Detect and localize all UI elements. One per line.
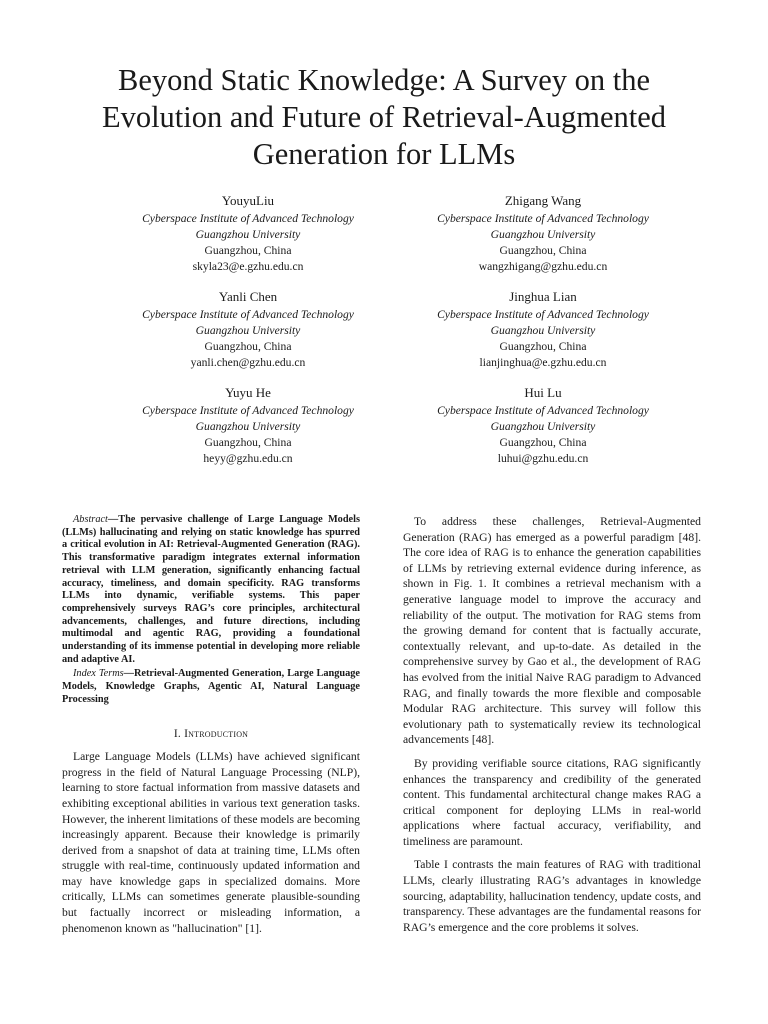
author-block [98, 288, 398, 371]
author-location: Guangzhou, China [204, 244, 292, 257]
author-university: Guangzhou University [195, 228, 301, 241]
author-dept: Cyberspace Institute of Advanced Technology [142, 404, 354, 417]
author-email: lianjinghua@e.gzhu.edu.cn [479, 356, 607, 369]
author-block [393, 288, 693, 371]
author-name: Yuyu He [225, 385, 271, 400]
author-location: Guangzhou, China [499, 436, 587, 449]
author-block [98, 384, 398, 467]
body-paragraph: To address these challenges, Retrieval-Augmented Generation (RAG) has emerged as a powerful paradigm [48]. The core idea of RAG is to enhance the generation capabilities of LLMs by retrieving external evidence during inference, as shown in Fig. 1. It combines a retrieval mechanism with a generative language model to improve the accuracy and reliability of the output. The motivation for RAG stems from the growing demand for content that is factually accurate, contextually relevant, and up-to-date. As detailed in the comprehensive survey by Gao et al., the development of RAG has evolved from the initial Naive RAG paradigm to Advanced RAG, and finally towards the more flexible and composable Modular RAG architecture. This survey will follow this evolutionary path to systematically review its technological advancements [48]. [403, 515, 701, 747]
author-block [98, 192, 398, 275]
author-email: skyla23@e.gzhu.edu.cn [192, 260, 304, 273]
paper-title: Beyond Static Knowledge: A Survey on the Evolution and Future of Retrieval-Augmented Generation for LLMs [101, 63, 667, 171]
author-university: Guangzhou University [490, 324, 596, 337]
author-email: yanli.chen@gzhu.edu.cn [190, 356, 306, 369]
author-dept: Cyberspace Institute of Advanced Technology [437, 308, 649, 321]
author-email: heyy@gzhu.edu.cn [203, 452, 293, 465]
author-location: Guangzhou, China [204, 436, 292, 449]
section-heading [62, 726, 360, 742]
author-name: Zhigang Wang [504, 193, 582, 208]
author-dept: Cyberspace Institute of Advanced Technology [437, 404, 649, 417]
author-email: luhui@gzhu.edu.cn [497, 452, 589, 465]
author-university: Guangzhou University [490, 420, 596, 433]
author-block [393, 192, 693, 275]
author-location: Guangzhou, China [499, 244, 587, 257]
author-university: Guangzhou University [195, 420, 301, 433]
author-name: Yanli Chen [218, 289, 278, 304]
section-number: I. [173, 726, 181, 740]
left-column [62, 514, 360, 944]
body-paragraph: By providing verifiable source citations, RAG significantly enhances the transparency and credibility of the generated content. This fundamental architectural change makes RAG a critical component for deploying LLMs in real-world applications where factual accuracy, verifiability, and timeliness are paramount. [403, 756, 701, 848]
body-paragraph: Large Language Models (LLMs) have achieved significant progress in the field of Natural Language Processing (NLP), learning to store factual information from massive datasets and exhibiting exceptional abilities in various text generation tasks. However, the inherent limitations of these models are becoming increasingly apparent. Because their knowledge is primarily derived from a snapshot of data at training time, LLMs often struggle with real-time, continuously updated information and may have knowledge gaps in specialized domains. More critically, LLMs can sometimes generate plausible-sounding but factually incorrect or misleading information, a phenomenon known as "hallucination" [1]. [62, 750, 360, 935]
section-title: Introduction [184, 726, 249, 740]
author-dept: Cyberspace Institute of Advanced Technology [437, 212, 649, 225]
author-name: Jinghua Lian [509, 289, 577, 304]
author-block [393, 384, 693, 467]
author-university: Guangzhou University [195, 324, 301, 337]
index-terms [62, 668, 360, 706]
author-name: YouyuLiu [221, 193, 275, 208]
author-email: wangzhigang@gzhu.edu.cn [478, 260, 608, 273]
abstract-label: Abstract [73, 514, 108, 525]
author-university: Guangzhou University [490, 228, 596, 241]
author-dept: Cyberspace Institute of Advanced Technology [142, 212, 354, 225]
body-paragraph: Table I contrasts the main features of RAG with traditional LLMs, clearly illustrating RAG’s advantages in knowledge sourcing, adaptability, hallucination tendency, update costs, and transparency. These advantages are the fundamental reasons for RAG’s emergence and the core problems it solves. [403, 858, 701, 934]
abstract-text: —The pervasive challenge of Large Language Models (LLMs) hallucinating and relying on static knowledge has spurred a critical evolution in AI: Retrieval-Augmented Generation (RAG). This transformative paradigm integrates external information retrieval with LLM generation, significantly enhancing factual accuracy, timeliness, and domain specificity. RAG transforms LLMs into dynamic, verifiable systems. This paper comprehensively surveys RAG’s core principles, architectural advancements, challenges, and future directions, including multimodal and agentic RAG, providing a foundational understanding of its immense potential in developing more reliable and adaptive AI. [62, 514, 360, 665]
author-dept: Cyberspace Institute of Advanced Technology [142, 308, 354, 321]
author-location: Guangzhou, China [499, 340, 587, 353]
author-location: Guangzhou, China [204, 340, 292, 353]
index-terms-label: Index Terms [73, 668, 124, 680]
index-terms-text: —Retrieval-Augmented Generation, Large Language Models, Knowledge Graphs, Agentic AI, Natural Language Processing [62, 668, 360, 705]
author-name: Hui Lu [524, 385, 562, 400]
right-column [403, 514, 701, 943]
abstract [62, 514, 360, 666]
